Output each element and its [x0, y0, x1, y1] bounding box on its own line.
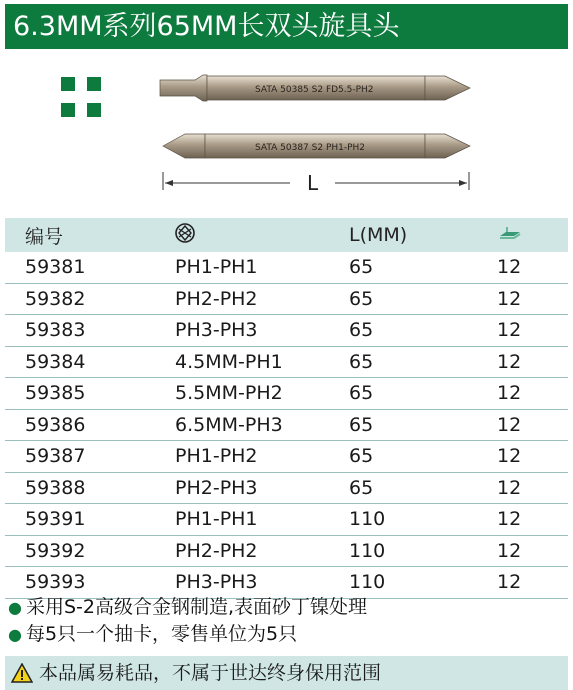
cell-code: 59387 [25, 445, 86, 468]
cell-qty: 12 [497, 413, 522, 436]
cell-spec: PH2-PH2 [175, 287, 258, 310]
cell-qty: 12 [497, 287, 522, 310]
note-item: ● 每5只一个抽卡，零售单位为5只 [8, 623, 298, 645]
cell-code: 59392 [25, 539, 86, 562]
cell-length: 110 [349, 571, 386, 594]
page-title: 6.3MM系列65MM长双头旋具头 [5, 4, 568, 49]
cell-code: 59393 [25, 571, 86, 594]
dimension-line [163, 171, 469, 195]
table-row [5, 378, 568, 410]
cell-code: 59391 [25, 508, 86, 531]
table-row [5, 441, 568, 473]
cell-length: 65 [349, 256, 374, 279]
cell-spec: PH1-PH1 [175, 256, 258, 279]
bottom-bit [163, 134, 470, 158]
cell-spec: 6.5MM-PH3 [175, 413, 283, 436]
bit-illustration [155, 64, 475, 204]
phillips-tip-icon [57, 73, 105, 121]
cell-length: 65 [349, 319, 374, 342]
header-code: 编号 [25, 225, 64, 248]
table-row [5, 347, 568, 379]
cell-spec: PH3-PH3 [175, 319, 258, 342]
cell-qty: 12 [497, 445, 522, 468]
header-spec [175, 223, 349, 248]
cell-length: 65 [349, 350, 374, 373]
cell-spec: PH2-PH3 [175, 476, 258, 499]
cell-code: 59382 [25, 287, 86, 310]
cell-spec: PH1-PH1 [175, 508, 258, 531]
cell-qty: 12 [497, 571, 522, 594]
note-item: ● 采用S-2高级合金钢制造,表面砂丁镍处理 [8, 596, 368, 618]
bottom-bit-label: SATA 50387 S2 PH1-PH2 [255, 143, 366, 153]
table-row [5, 536, 568, 568]
cell-qty: 12 [497, 508, 522, 531]
cell-qty: 12 [497, 476, 522, 499]
spec-table [5, 218, 568, 599]
top-bit-label: SATA 50385 S2 FD5.5-PH2 [255, 85, 374, 95]
cell-code: 59381 [25, 256, 86, 279]
cell-length: 65 [349, 287, 374, 310]
cell-length: 110 [349, 539, 386, 562]
cell-length: 110 [349, 508, 386, 531]
table-row [5, 252, 568, 284]
cell-spec: PH1-PH2 [175, 445, 258, 468]
cell-code: 59386 [25, 413, 86, 436]
note-text: 采用S-2高级合金钢制造,表面砂丁镍处理 [25, 596, 368, 618]
cell-spec: PH2-PH2 [175, 539, 258, 562]
cell-qty: 12 [497, 350, 522, 373]
warning-icon [11, 663, 33, 683]
cell-spec: 4.5MM-PH1 [175, 350, 283, 373]
top-bit [160, 75, 470, 101]
table-row [5, 315, 568, 347]
table-row [5, 504, 568, 536]
cell-length: 65 [349, 382, 374, 405]
warning-bar [5, 656, 568, 690]
table-header [5, 218, 568, 252]
cell-qty: 12 [497, 539, 522, 562]
table-row [5, 284, 568, 316]
cell-spec: 5.5MM-PH2 [175, 382, 283, 405]
stack-icon [497, 224, 523, 242]
cell-length: 65 [349, 445, 374, 468]
table-row [5, 473, 568, 505]
warning-text: 本品属易耗品，不属于世达终身保用范围 [39, 662, 382, 684]
cell-qty: 12 [497, 319, 522, 342]
hex-socket-icon [175, 223, 195, 243]
cell-qty: 12 [497, 256, 522, 279]
cell-code: 59388 [25, 476, 86, 499]
cell-code: 59384 [25, 350, 86, 373]
cell-code: 59383 [25, 319, 86, 342]
note-text: 每5只一个抽卡，零售单位为5只 [25, 623, 298, 645]
header-length: L(MM) [349, 224, 408, 246]
table-row [5, 410, 568, 442]
cell-spec: PH3-PH3 [175, 571, 258, 594]
cell-length: 65 [349, 476, 374, 499]
dimension-label: L [307, 171, 319, 195]
cell-code: 59385 [25, 382, 86, 405]
header-qty [497, 224, 568, 247]
notes [8, 594, 367, 648]
cell-qty: 12 [497, 382, 522, 405]
cell-length: 65 [349, 413, 374, 436]
